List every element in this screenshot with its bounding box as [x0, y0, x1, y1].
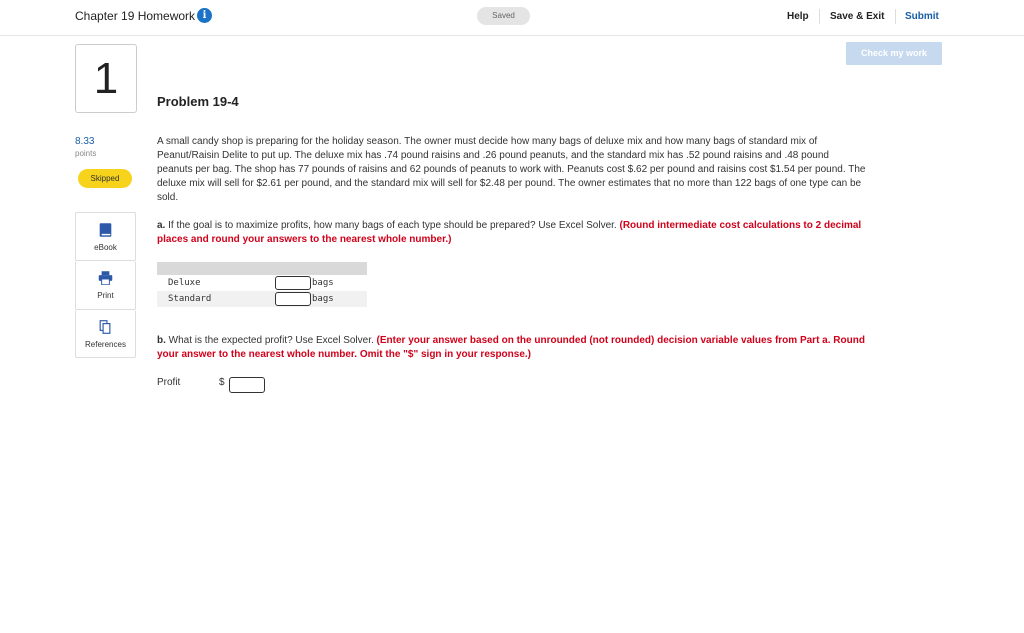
skipped-badge: Skipped: [78, 169, 132, 188]
part-b-instruction: (Enter your answer based on the unrounded (not rounded) decision variable values from Part a. Round your answer to the nearest whole number. Omit the "$" sign in your response.): [157, 335, 865, 360]
problem-description: A small candy shop is preparing for the holiday season. The owner must decide how many bags of deluxe mix and how many bags of standard mix of Peanut/Raisin Delite to put up. The deluxe mix has .74 pound raisins and .26 pound peanuts, and the standard mix has .52 pound raisins and .48 pound peanuts per bag. The shop has 77 pounds of raisins and 62 pounds of peanuts to work with. Peanuts cost $.62 per pound and raisins cost $1.54 per pound. The deluxe mix will sell for $2.61 per pound, and the standard mix will sell for $2.48 per pound. The owner estimates that no more than 122 bags of one type can be sold.: [157, 136, 866, 203]
table-row: [157, 291, 367, 307]
references-label: References: [85, 340, 126, 349]
submit-link[interactable]: Submit: [905, 11, 939, 22]
part-a-prompt: [157, 219, 867, 247]
ebook-label: eBook: [94, 243, 117, 252]
part-b-question: What is the expected profit? Use Excel Solver.: [165, 335, 377, 346]
header-divider: [895, 9, 896, 24]
question-number: 1: [75, 44, 137, 113]
check-my-work-button[interactable]: Check my work: [846, 42, 942, 65]
save-exit-link[interactable]: Save & Exit: [830, 11, 885, 22]
part-a-letter: a.: [157, 220, 166, 231]
profit-label: Profit: [157, 377, 181, 388]
part-a-question: If the goal is to maximize profits, how many bags of each type should be prepared? Use Excel Solver.: [165, 220, 620, 231]
part-b-prompt: [157, 334, 867, 362]
part-a-instruction: (Round intermediate cost calculations to 2 decimal places and round your answers to the nearest whole number.): [157, 220, 862, 245]
standard-label: Standard: [168, 294, 212, 304]
profit-input[interactable]: [229, 377, 265, 393]
printer-icon: [76, 271, 135, 285]
currency-symbol: $: [219, 377, 225, 388]
saved-status-badge: Saved: [477, 7, 530, 25]
answer-table-header: [157, 262, 367, 275]
references-icon: [76, 320, 135, 334]
assignment-title: Chapter 19 Homework: [75, 9, 196, 23]
points-label: points: [75, 149, 97, 158]
deluxe-unit: bags: [312, 278, 334, 288]
standard-unit: bags: [312, 294, 334, 304]
ebook-button[interactable]: [75, 212, 136, 261]
deluxe-bags-input[interactable]: [275, 276, 311, 290]
references-button[interactable]: [75, 310, 136, 358]
standard-bags-input[interactable]: [275, 292, 311, 306]
book-icon: [76, 223, 135, 237]
print-label: Print: [97, 291, 114, 300]
top-bar: [0, 0, 1024, 36]
problem-title: Problem 19-4: [157, 94, 239, 109]
part-b-letter: b.: [157, 335, 166, 346]
points-value: 8.33: [75, 136, 95, 147]
deluxe-label: Deluxe: [168, 278, 201, 288]
header-divider: [819, 9, 820, 24]
help-link[interactable]: Help: [787, 11, 809, 22]
table-row: [157, 275, 367, 291]
print-button[interactable]: [75, 261, 136, 310]
info-icon[interactable]: i: [197, 8, 212, 23]
